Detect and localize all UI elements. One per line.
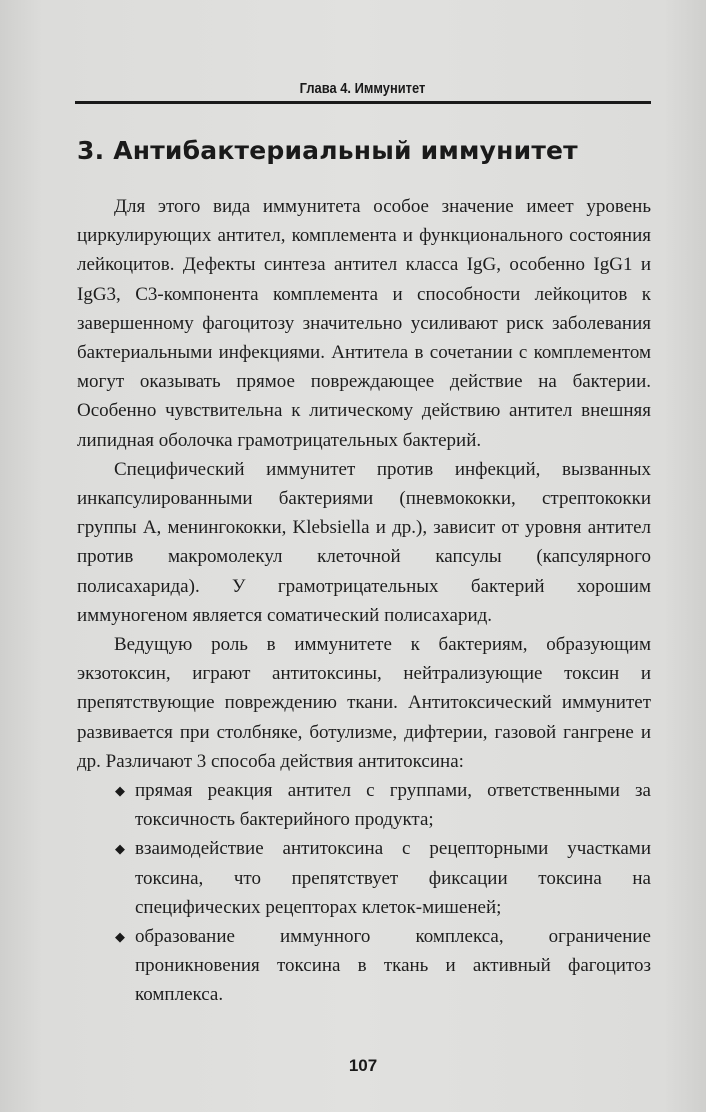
list-item bbox=[115, 922, 651, 1010]
bullet-list bbox=[77, 776, 651, 1010]
diamond-bullet-icon: ◆ bbox=[115, 783, 125, 799]
diamond-bullet-icon: ◆ bbox=[115, 929, 125, 945]
running-head: Глава 4. Иммунитет bbox=[299, 80, 426, 97]
list-item bbox=[115, 834, 651, 922]
paragraph: Специфический иммунитет против инфекций, вызванных инкапсулированными бактериями (пневмококки, стрептококки группы А, менингококки, Klebsiella и др.), зависит от уровня антител против макромолекул клеточной капсулы (капсулярного полисахарида). У грамотрицательных бактерий хорошим иммуногеном является соматический полисахарид. bbox=[77, 458, 651, 626]
header-rule bbox=[75, 101, 651, 104]
body-text bbox=[77, 192, 651, 1010]
list-item bbox=[115, 776, 651, 834]
paragraph: Ведущую роль в иммунитете к бактериям, образующим экзотоксин, играют антитоксины, нейтрализующие токсин и препятствующие повреждению ткани. Антитоксический иммунитет развивается при столбняке, ботулизме, дифтерии, газовой гангрене и др. Различают 3 способа действия антитоксина: bbox=[77, 634, 651, 772]
list-item-text: образование иммунного комплекса, ограничение проникновения токсина в ткань и активный фагоцитоз комплекса. bbox=[135, 926, 651, 1006]
page-number: 107 bbox=[348, 1056, 378, 1075]
list-item-text: взаимодействие антитоксина с рецепторными участками токсина, что препятствует фиксации токсина на специфических рецепторах клеток-мишеней; bbox=[135, 838, 651, 918]
section-title: 3. Антибактериальный иммунитет bbox=[77, 136, 578, 165]
list-item-text: прямая реакция антител с группами, ответственными за токсичность бактерийного продукта; bbox=[135, 780, 651, 831]
diamond-bullet-icon: ◆ bbox=[115, 841, 125, 857]
paragraph: Для этого вида иммунитета особое значение имеет уровень циркулирующих антител, комплемента и функционального состояния лейкоцитов. Дефекты синтеза антител класса IgG, особенно IgG1 и IgG3, С3-компонента комплемента и способности лейкоцитов к завершенному фагоцитозу значительно усиливают риск заболевания бактериальными инфекциями. Антитела в сочетании с комплементом могут оказывать прямое повреждающее действие на бактерии. Особенно чувствительна к литическому действию антител внешняя липидная оболочка грамотрицательных бактерий. bbox=[77, 196, 651, 451]
